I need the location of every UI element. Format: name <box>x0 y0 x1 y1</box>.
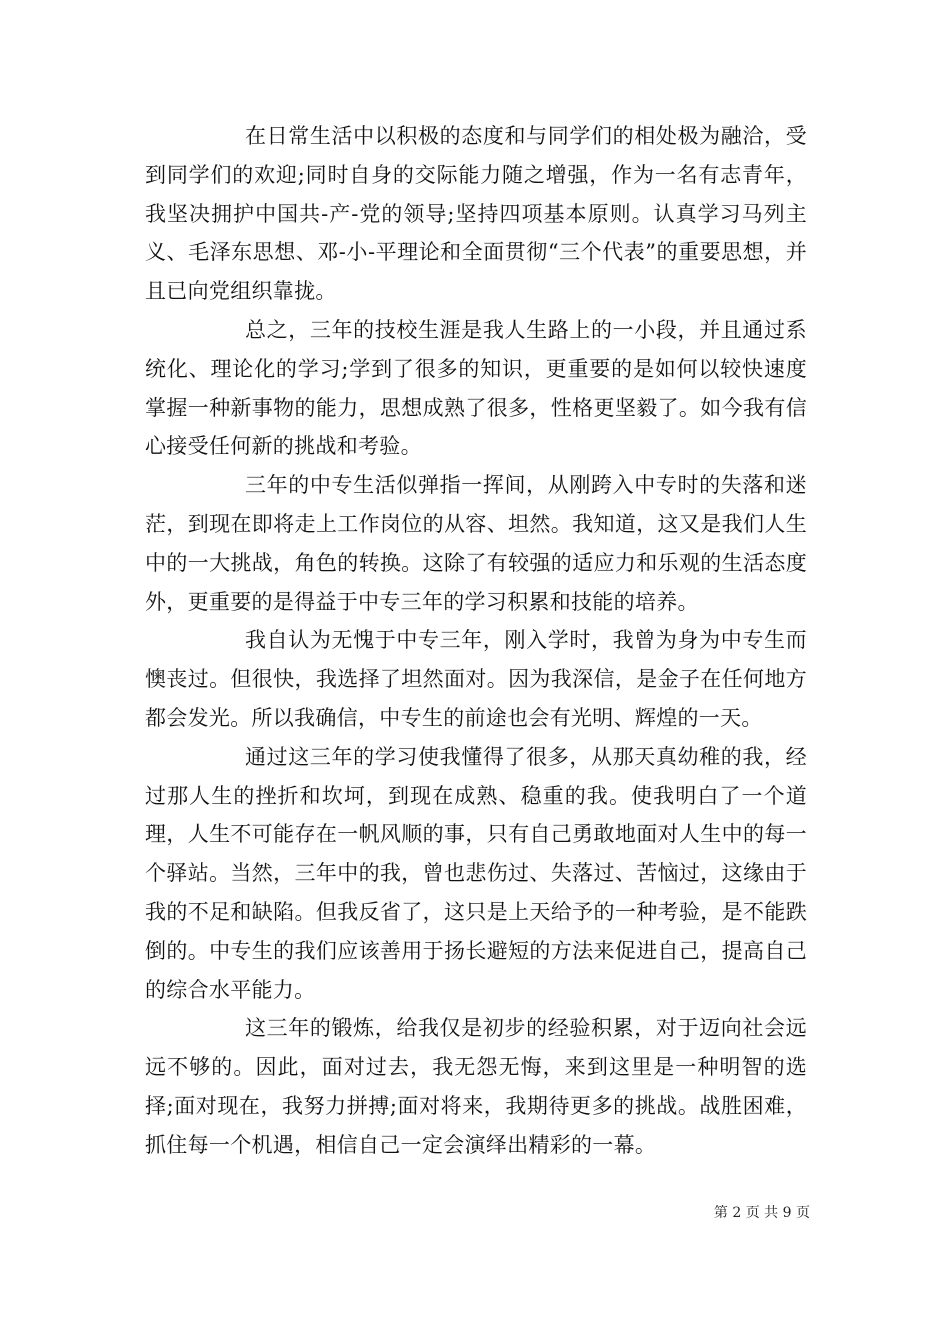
paragraph-2: 总之，三年的技校生涯是我人生路上的一小段，并且通过系统化、理论化的学习;学到了很多的知识，更重要的是如何以较快速度掌握一种新事物的能力，思想成熟了很多，性格更坚毅了。如今我有信心接受任何新的挑战和考验。 <box>145 317 807 459</box>
paragraph-4: 我自认为无愧于中专三年，刚入学时，我曾为身为中专生而懊丧过。但很快，我选择了坦然面对。因为我深信，是金子在任何地方都会发光。所以我确信，中专生的前途也会有光明、辉煌的一天。 <box>145 628 807 730</box>
paragraph-1: 在日常生活中以积极的态度和与同学们的相处极为融洽，受到同学们的欢迎;同时自身的交际能力随之增强，作为一名有志青年，我坚决拥护中国共-产-党的领导;坚持四项基本原则。认真学习马列主义、毛泽东思想、邓-小-平理论和全面贯彻“三个代表”的重要思想，并且已向党组织靠拢。 <box>145 124 807 304</box>
body-text <box>145 117 807 1165</box>
paragraph-3: 三年的中专生活似弹指一挥间，从刚跨入中专时的失落和迷茫，到现在即将走上工作岗位的从容、坦然。我知道，这又是我们人生中的一大挑战，角色的转换。这除了有较强的适应力和乐观的生活态度外，更重要的是得益于中专三年的学习积累和技能的培养。 <box>145 473 807 614</box>
paragraph-6: 这三年的锻炼，给我仅是初步的经验积累，对于迈向社会远远不够的。因此，面对过去，我无怨无悔，来到这里是一种明智的选择;面对现在，我努力拼搏;面对将来，我期待更多的挑战。战胜困难，抓住每一个机遇，相信自己一定会演绎出精彩的一幕。 <box>145 1016 807 1157</box>
page-number-footer: 第 2 页 共 9 页 <box>713 1205 810 1221</box>
paragraph-5: 通过这三年的学习使我懂得了很多，从那天真幼稚的我，经过那人生的挫折和坎坷，到现在成熟、稳重的我。使我明白了一个道理，人生不可能存在一帆风顺的事，只有自己勇敢地面对人生中的每一个驿站。当然，三年中的我，曾也悲伤过、失落过、苦恼过，这缘由于我的不足和缺陷。但我反省了，这只是上天给予的一种考验，是不能跌倒的。中专生的我们应该善用于扬长避短的方法来促进自己，提高自己的综合水平能力。 <box>145 744 807 1002</box>
